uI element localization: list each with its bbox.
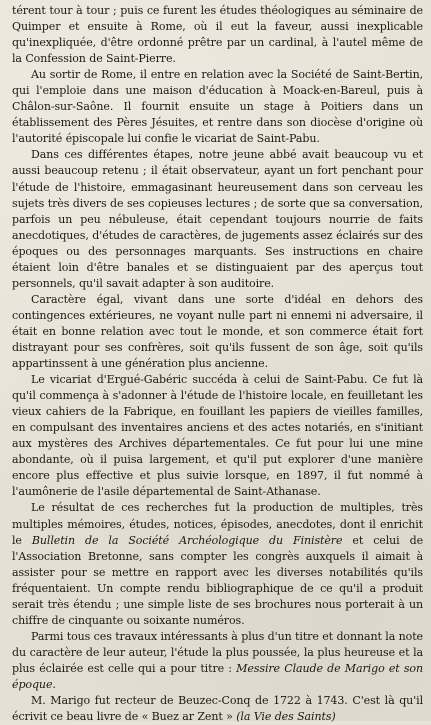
paragraph-text: M. Marigo fut recteur de Beuzec-Conq de 1722 à 1743. C'est là qu'il écrivit ce beau livre de « Buez ar Zent »	[12, 694, 423, 724]
article-paragraph	[12, 3, 423, 67]
article-paragraph	[12, 147, 423, 291]
article-paragraph	[12, 693, 423, 725]
paragraph-text: Dans ces différentes étapes, notre jeune abbé avait beaucoup vu et aussi beaucoup retenu ; il était observateur, ayant un fort penchant pour l'étude de l'histoire, emmagasinant heureusement dans son cerveau les sujets très divers de ses copieuses lectures ; de sorte que sa conversation, parfois un peu nébuleuse, était cependant toujours nourrie de faits anecdotiques, d'études de caractères, de jugements assez éclairés sur des époques ou des personnages marquants. Ses instructions en chaire étaient loin d'être banales et se distinguaient par des aperçus tout personnels, qu'il savait adapter à son auditoire.	[12, 148, 423, 290]
study-title: Messire Claude de Marigo et son époque.	[12, 661, 423, 691]
paragraph-text: Le vicariat d'Ergué-Gabéric succéda à celui de Saint-Pabu. Ce fut là qu'il commença à s'adonner à l'étude de l'histoire locale, en feuilletant les vieux cahiers de la Fabrique, en fouillant les papiers de vieilles familles, en compulsant des inventaires anciens et des actes notariés, en s'initiant aux mystères des Archives départementales. Ce fut pour lui une mine abondante, où il puisa largement, et qu'il put explorer d'une manière encore plus effective et plus suivie lorsque, en 1897, il fut nommé à l'aumônerie de l'asile départemental de Saint-Athanase.	[12, 373, 423, 499]
paragraph-text: Parmi tous ces travaux intéressants à plus d'un titre et donnant la note du caractère de leur auteur, l'étude la plus poussée, la plus heureuse et la plus éclairée est celle qui a pour titre :	[12, 629, 423, 675]
paragraph-text: Le résultat de ces recherches fut la production de multiples, très multiples mémoires, études, notices, épisodes, anecdotes, dont il enrichit le	[12, 501, 423, 547]
paragraph-text: Au sortir de Rome, il entre en relation avec la Société de Saint-Bertin, qui l'emploie dans une maison d'éducation à Moack-en-Bareul, puis à Châlon-sur-Saône. Il fournit ensuite un stage à Poitiers dans un établissement des Pères Jésuites, et rentre dans son diocèse d'origine où l'autorité épiscopale lui confie le vicariat de Saint-Pabu.	[12, 68, 423, 146]
article-paragraph	[12, 67, 423, 147]
paragraph-text: térent tour à tour ; puis ce furent les études théologiques au séminaire de Quimper et ensuite à Rome, où il eut la faveur, aussi inexplicable qu'inexpliquée, d'être ordonné prêtre par un cardinal, à l'autel même de la Confession de Saint-Pierre.	[12, 4, 423, 66]
article-paragraph	[12, 629, 423, 693]
article-paragraph	[12, 292, 423, 372]
bulletin-title: Bulletin de la Société Archéologique du Finistère	[31, 533, 343, 547]
paragraph-text: Caractère égal, vivant dans une sorte d'idéal en dehors des contingences extérieures, ne voyant nulle part ni ennemi ni adversaire, il était en bonne relation avec tout le monde, et son commerce était fort distrayant pour ses confrères, soit qu'ils fussent de son âge, soit qu'ils appartinssent à une génération plus ancienne.	[12, 292, 423, 371]
article-column	[12, 3, 423, 725]
book-subtitle: (la Vie des Saints)	[236, 710, 336, 724]
paragraph-text: et celui de l'Association Bretonne, sans compter les congrès auxquels il aimait à assister pour se mettre en rapport avec les diverses notabilités qu'ils fréquentaient. Un compte rendu bibliographique de ce qu'il a produit serait très étendu ; une simple liste de ses brochures nous porterait à un chiffre de cinquante ou soixante numéros.	[12, 533, 424, 627]
article-paragraph	[12, 500, 423, 628]
article-paragraph	[12, 372, 423, 500]
